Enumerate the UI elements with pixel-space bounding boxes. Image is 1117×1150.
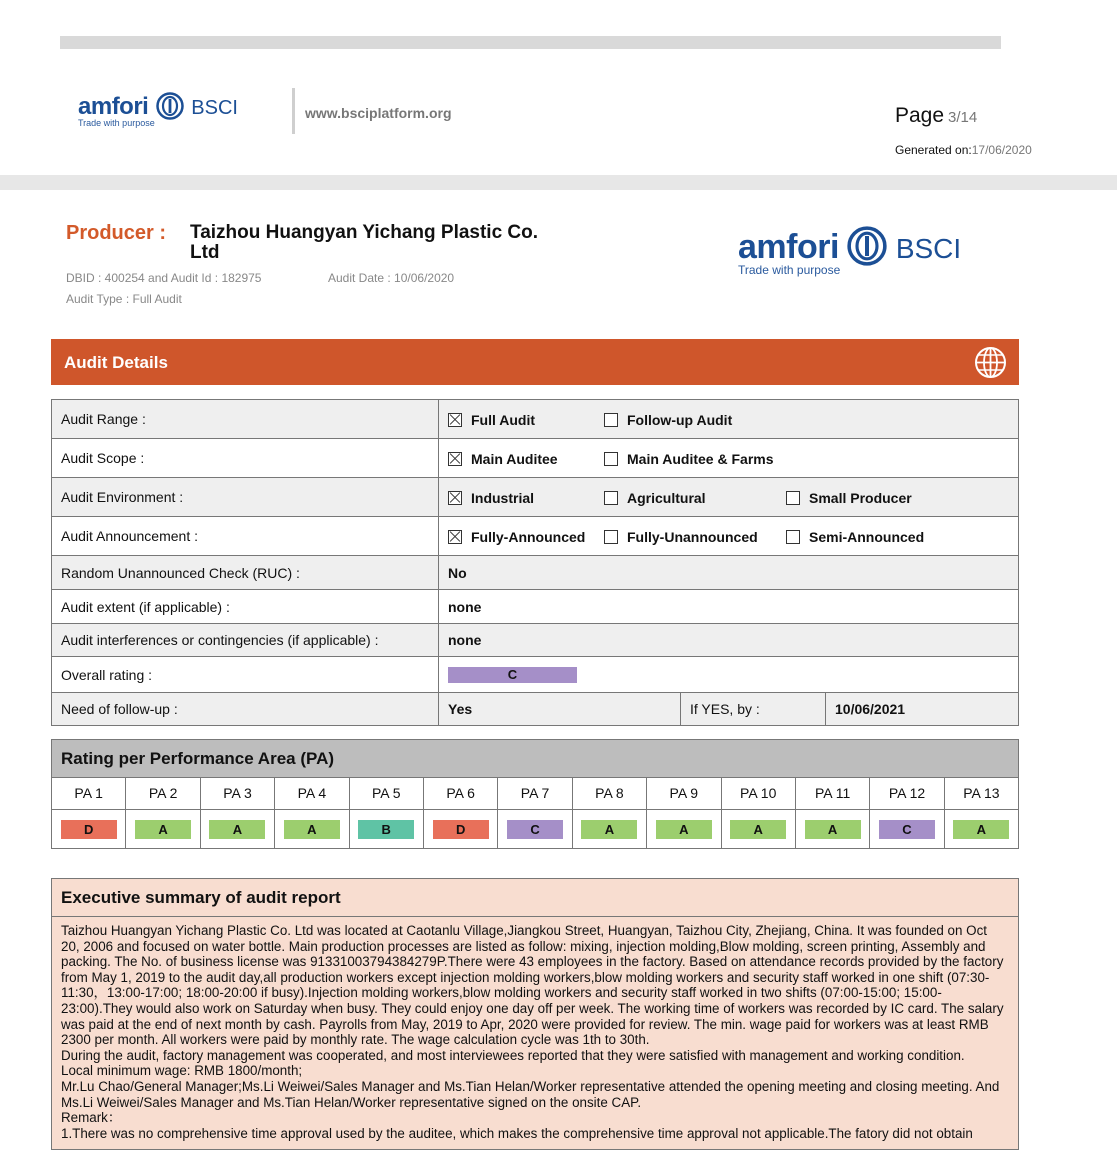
row-audit-environment: [52, 478, 1019, 517]
audit-announcement-options: [439, 517, 1019, 556]
follow-up-label: Need of follow-up :: [52, 693, 439, 726]
audit-environment-options: [439, 478, 1019, 517]
checkbox-unchecked[interactable]: [604, 452, 618, 466]
option-label: Fully-Unannounced: [627, 528, 758, 545]
pa-grade-badge: D: [433, 820, 489, 839]
if-yes-value: 10/06/2021: [826, 693, 1019, 726]
option-label: Fully-Announced: [471, 528, 586, 545]
option-semi-announced[interactable]: [786, 529, 924, 545]
pa-name: PA 8: [572, 778, 646, 810]
pa-name: PA 12: [869, 778, 943, 810]
pa-grade-cell: [869, 810, 943, 848]
row-audit-range: [52, 400, 1019, 439]
executive-summary: [51, 878, 1019, 1150]
producer-name: Taizhou Huangyan Yichang Plastic Co. Ltd: [190, 222, 539, 263]
option-label: Small Producer: [809, 489, 912, 506]
pa-grade-cell: [646, 810, 720, 848]
pa-grade-badge: C: [507, 820, 563, 839]
producer-label: Producer :: [66, 222, 167, 244]
row-overall-rating: [52, 657, 1019, 693]
interferences-value: none: [439, 624, 1019, 657]
globe-icon: [974, 346, 1007, 379]
option-label: Main Auditee: [471, 450, 558, 467]
generated-value: 17/06/2020: [971, 143, 1032, 157]
audit-announcement-label: Audit Announcement :: [52, 517, 439, 556]
checkbox-checked[interactable]: [448, 413, 462, 427]
pa-grade-cell: [125, 810, 199, 848]
pa-grade-badge: A: [730, 820, 786, 839]
row-audit-extent: [52, 590, 1019, 624]
page-gap: [0, 175, 1117, 190]
pa-grade-badge: A: [284, 820, 340, 839]
pa-name: PA 4: [274, 778, 348, 810]
pa-grade-cell: [200, 810, 274, 848]
audit-scope-label: Audit Scope :: [52, 439, 439, 478]
ruc-label: Random Unannounced Check (RUC) :: [52, 556, 439, 590]
pa-rating-table: [51, 739, 1019, 849]
pa-title: Rating per Performance Area (PA): [52, 740, 1018, 778]
pa-name: PA 3: [200, 778, 274, 810]
pa-grade-badge: D: [61, 820, 117, 839]
option-label: Main Auditee & Farms: [627, 450, 774, 467]
website-link[interactable]: www.bsciplatform.org: [305, 105, 452, 121]
pa-name: PA 1: [52, 778, 125, 810]
pa-name: PA 10: [721, 778, 795, 810]
option-agricultural[interactable]: [604, 490, 786, 506]
audit-environment-label: Audit Environment :: [52, 478, 439, 517]
checkbox-checked[interactable]: [448, 491, 462, 505]
logo-tagline: Trade with purpose: [78, 118, 155, 128]
audit-details-table: [51, 399, 1019, 726]
amfori-ring-icon-large: [847, 226, 887, 266]
executive-summary-text: Taizhou Huangyan Yichang Plastic Co. Ltd was located at Caotanlu Village,Jiangkou Street, Huangyan, Taizhou City, Zhejiang, China. It was founded on Oct 20, 2006 and focused on water bottle. Main production processes are listed as follow: mixing, injection molding,Blow molding, screen printing, Assembly and packing. The No. of business license was 91331003794384279P.There were 43 employees in the factory. Based on attendance records provided by the factory from May 1, 2019 to the audit day,all production workers except injection molding workers,blow molding workers and security staff worked in one shift (07:30-11:30，13:00-17:00; 18:00-20:00 if busy).Injection molding workers,blow molding workers and security staff worked in two shifts (07:00-15:00; 15:00-23:00).They would also work on Saturday when busy. They could enjoy one day off per week. The working time of workers was recorded by IC card. The salary was paid at the end of next month by cash. Payrolls from May, 2019 to Apr, 2020 were provided for review. The min. wage paid for workers was at least RMB 2300 per month. All workers were paid by monthly rate. The wage calculation cycle was 1th to 30th. During the audit, factory management was cooperated, and most interviewees reported that they were satisfied with management and working condition. Local minimum wage: RMB 1800/month; Mr.Lu Chao/General Manager;Ms.Li Weiwei/Sales Manager and Ms.Tian Helan/Worker representative attended the opening meeting and closing meeting. And Ms.Li Weiwei/Sales Manager and Ms.Tian Helan/Worker representative signed on the onsite CAP. Remark： 1.There was no comprehensive time approval used by the auditee, which makes the comprehensive time approval not applicable.The fatory did not obtain: [61, 923, 1004, 1141]
producer-logo: [738, 226, 961, 277]
logo-wordmark: amfori: [78, 93, 149, 120]
logo-wordmark-large: amfori: [738, 228, 839, 266]
pa-names-row: [52, 778, 1018, 810]
logo-tagline-large: Trade with purpose: [738, 263, 841, 277]
pa-grade-cell: [349, 810, 423, 848]
pa-grade-cell: [795, 810, 869, 848]
pa-name: PA 2: [125, 778, 199, 810]
pa-grade-cell: [572, 810, 646, 848]
row-audit-announcement: [52, 517, 1019, 556]
section-title: Audit Details: [64, 353, 168, 372]
logo-bsci: BSCI: [191, 97, 238, 119]
if-yes-label: If YES, by :: [681, 693, 826, 726]
pa-name: PA 7: [497, 778, 571, 810]
audit-scope-options: [439, 439, 1019, 478]
option-full-audit[interactable]: [448, 412, 604, 428]
generated-label: Generated on:: [895, 143, 972, 157]
top-divider: [60, 36, 1001, 49]
interferences-label: Audit interferences or contingencies (if applicable) :: [52, 624, 439, 657]
option-label: Industrial: [471, 489, 535, 506]
option-main-auditee[interactable]: [448, 451, 604, 467]
header-logo: [78, 92, 238, 128]
option-follow-up-audit[interactable]: [604, 412, 732, 428]
extent-label: Audit extent (if applicable) :: [52, 590, 439, 624]
option-main-auditee-farms[interactable]: [604, 451, 774, 467]
producer-ids: DBID : 400254 and Audit Id : 182975: [66, 271, 262, 285]
header-separator: [292, 88, 295, 134]
overall-rating-cell: [439, 657, 1019, 693]
option-industrial[interactable]: [448, 490, 604, 506]
option-fully-unannounced[interactable]: [604, 529, 786, 545]
pa-grade-cell: [52, 810, 125, 848]
pa-grade-badge: A: [581, 820, 637, 839]
pa-grade-badge: A: [656, 820, 712, 839]
page-indicator: [895, 104, 977, 128]
pa-name: PA 13: [944, 778, 1018, 810]
pa-name: PA 11: [795, 778, 869, 810]
pa-grade-cell: [944, 810, 1018, 848]
pa-grade-cell: [274, 810, 348, 848]
option-fully-announced[interactable]: [448, 529, 604, 545]
executive-summary-title: Executive summary of audit report: [52, 879, 1018, 917]
audit-details-band: [51, 339, 1019, 385]
audit-date: Audit Date : 10/06/2020: [328, 271, 455, 285]
checkbox-unchecked[interactable]: [604, 491, 618, 505]
follow-up-value: Yes: [439, 693, 681, 726]
option-small-producer[interactable]: [786, 490, 912, 506]
option-label: Semi-Announced: [809, 528, 925, 545]
checkbox-unchecked[interactable]: [786, 491, 800, 505]
overall-rating-badge: C: [448, 667, 577, 683]
audit-range-label: Audit Range :: [52, 400, 439, 439]
pa-grade-badge: A: [135, 820, 191, 839]
logo-bsci-large: BSCI: [895, 233, 962, 264]
overall-rating-label: Overall rating :: [52, 657, 439, 693]
row-ruc: [52, 556, 1019, 590]
row-follow-up: [52, 693, 1019, 726]
checkbox-unchecked[interactable]: [604, 413, 618, 427]
option-label: Agricultural: [627, 489, 706, 506]
pa-grade-badge: A: [209, 820, 265, 839]
pa-name: PA 6: [423, 778, 497, 810]
pa-grade-cell: [721, 810, 795, 848]
audit-type: Audit Type : Full Audit: [66, 292, 182, 306]
checkbox-unchecked[interactable]: [604, 530, 618, 544]
pa-grade-badge: A: [953, 820, 1009, 839]
checkbox-checked[interactable]: [448, 530, 462, 544]
checkbox-unchecked[interactable]: [786, 530, 800, 544]
page-label: Page: [895, 104, 945, 127]
pa-grades-row: [52, 810, 1018, 848]
generated-date: [895, 143, 1032, 157]
pa-grade-badge: A: [805, 820, 861, 839]
extent-value: none: [439, 590, 1019, 624]
checkbox-checked[interactable]: [448, 452, 462, 466]
pa-grade-badge: C: [879, 820, 935, 839]
page-number: 3/14: [948, 109, 978, 126]
pa-name: PA 9: [646, 778, 720, 810]
pa-grade-cell: [423, 810, 497, 848]
row-interferences: [52, 624, 1019, 657]
row-audit-scope: [52, 439, 1019, 478]
option-label: Full Audit: [471, 411, 536, 428]
pa-grade-cell: [497, 810, 571, 848]
option-label: Follow-up Audit: [627, 411, 733, 428]
pa-grade-badge: B: [358, 820, 414, 839]
amfori-ring-icon: [156, 92, 184, 120]
ruc-value: No: [439, 556, 1019, 590]
audit-range-options: [439, 400, 1019, 439]
pa-name: PA 5: [349, 778, 423, 810]
